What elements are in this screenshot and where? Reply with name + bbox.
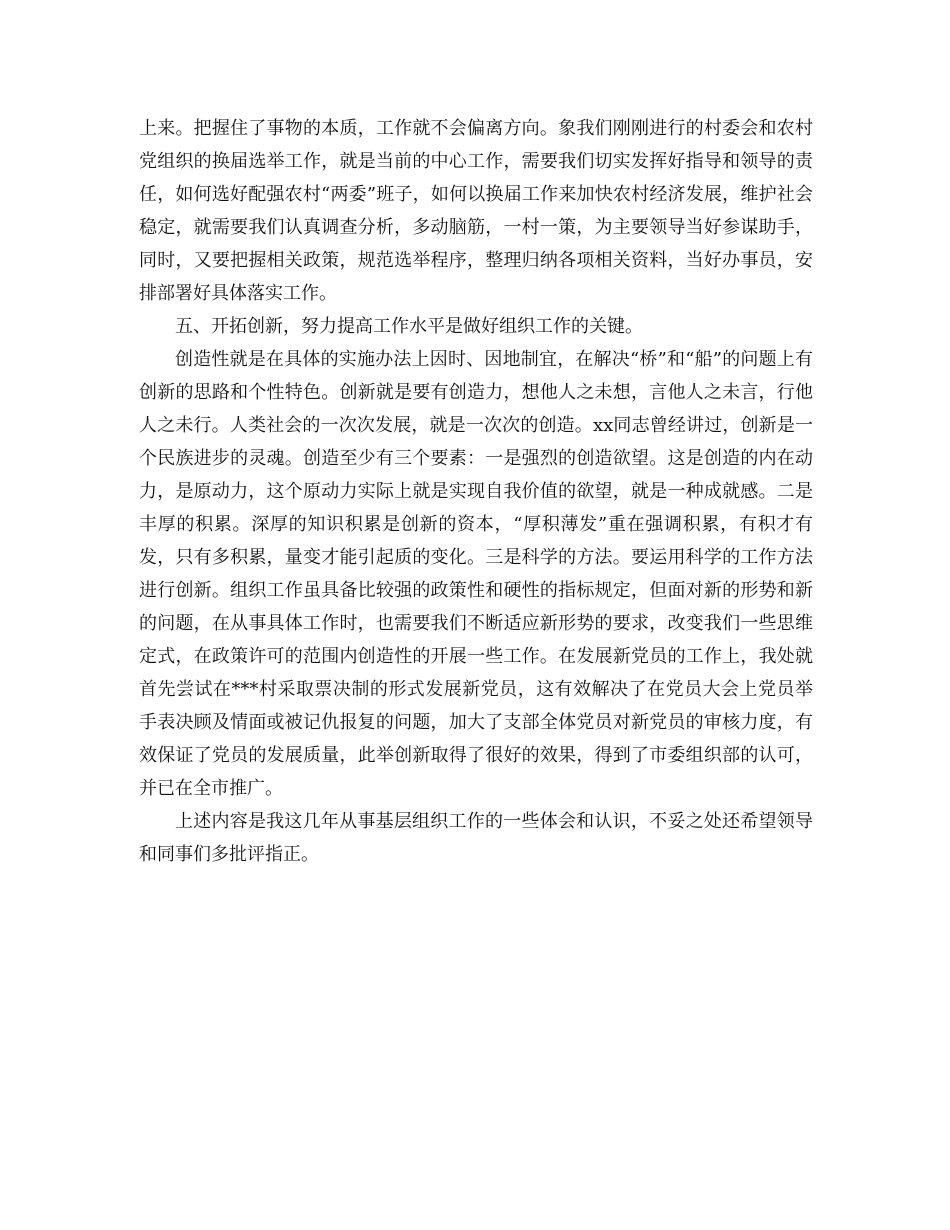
paragraph-innovation: 创造性就是在具体的实施办法上因时、因地制宜，在解决“桥”和“船”的问题上有创新的思路和个性特色。创新就是要有创造力，想他人之未想，言他人之未言，行他人之未行。人类社会的一次次发展，就是一次次的创造。xx同志曾经讲过，创新是一个民族进步的灵魂。创造至少有三个要素：一是强烈的创造欲望。这是创造的内在动力，是原动力，这个原动力实际上就是实现自我价值的欲望，就是一种成就感。二是丰厚的积累。深厚的知识积累是创新的资本，“厚积薄发”重在强调积累，有积才有发，只有多积累，量变才能引起质的变化。三是科学的方法。要运用科学的工作方法进行创新。组织工作虽具备比较强的政策性和硬性的指标规定，但面对新的形势和新的问题，在从事具体工作时，也需要我们不断适应新形势的要求，改变我们一些思维定式，在政策许可的范围内创造性的开展一些工作。在发展新党员的工作上，我处就首先尝试在***村采取票决制的形式发展新党员，这有效解决了在党员大会上党员举手表决顾及情面或被记仇报复的问题，加大了支部全体党员对新党员的审核力度，有效保证了党员的发展质量，此举创新取得了很好的效果，得到了市委组织部的认可，并已在全市推广。 <box>139 349 813 799</box>
paragraph-continuation: 上来。把握住了事物的本质，工作就不会偏离方向。象我们刚刚进行的村委会和农村党组织的换届选举工作，就是当前的中心工作，需要我们切实发挥好指导和领导的责任，如何选好配强农村“两委”班子，如何以换届工作来加快农村经济发展，维护社会稳定，就需要我们认真调查分析，多动脑筋，一村一策，为主要领导当好参谋助手，同时，又要把握相关政策，规范选举程序，整理归纳各项相关资料，当好办事员，安排部署好具体落实工作。 <box>139 118 813 304</box>
section-heading-five: 五、开拓创新，努力提高工作水平是做好组织工作的关键。 <box>175 316 643 337</box>
paragraph-conclusion: 上述内容是我这几年从事基层组织工作的一些体会和认识，不妥之处还希望领导和同事们多批评指正。 <box>139 811 813 865</box>
document-body <box>139 112 813 871</box>
